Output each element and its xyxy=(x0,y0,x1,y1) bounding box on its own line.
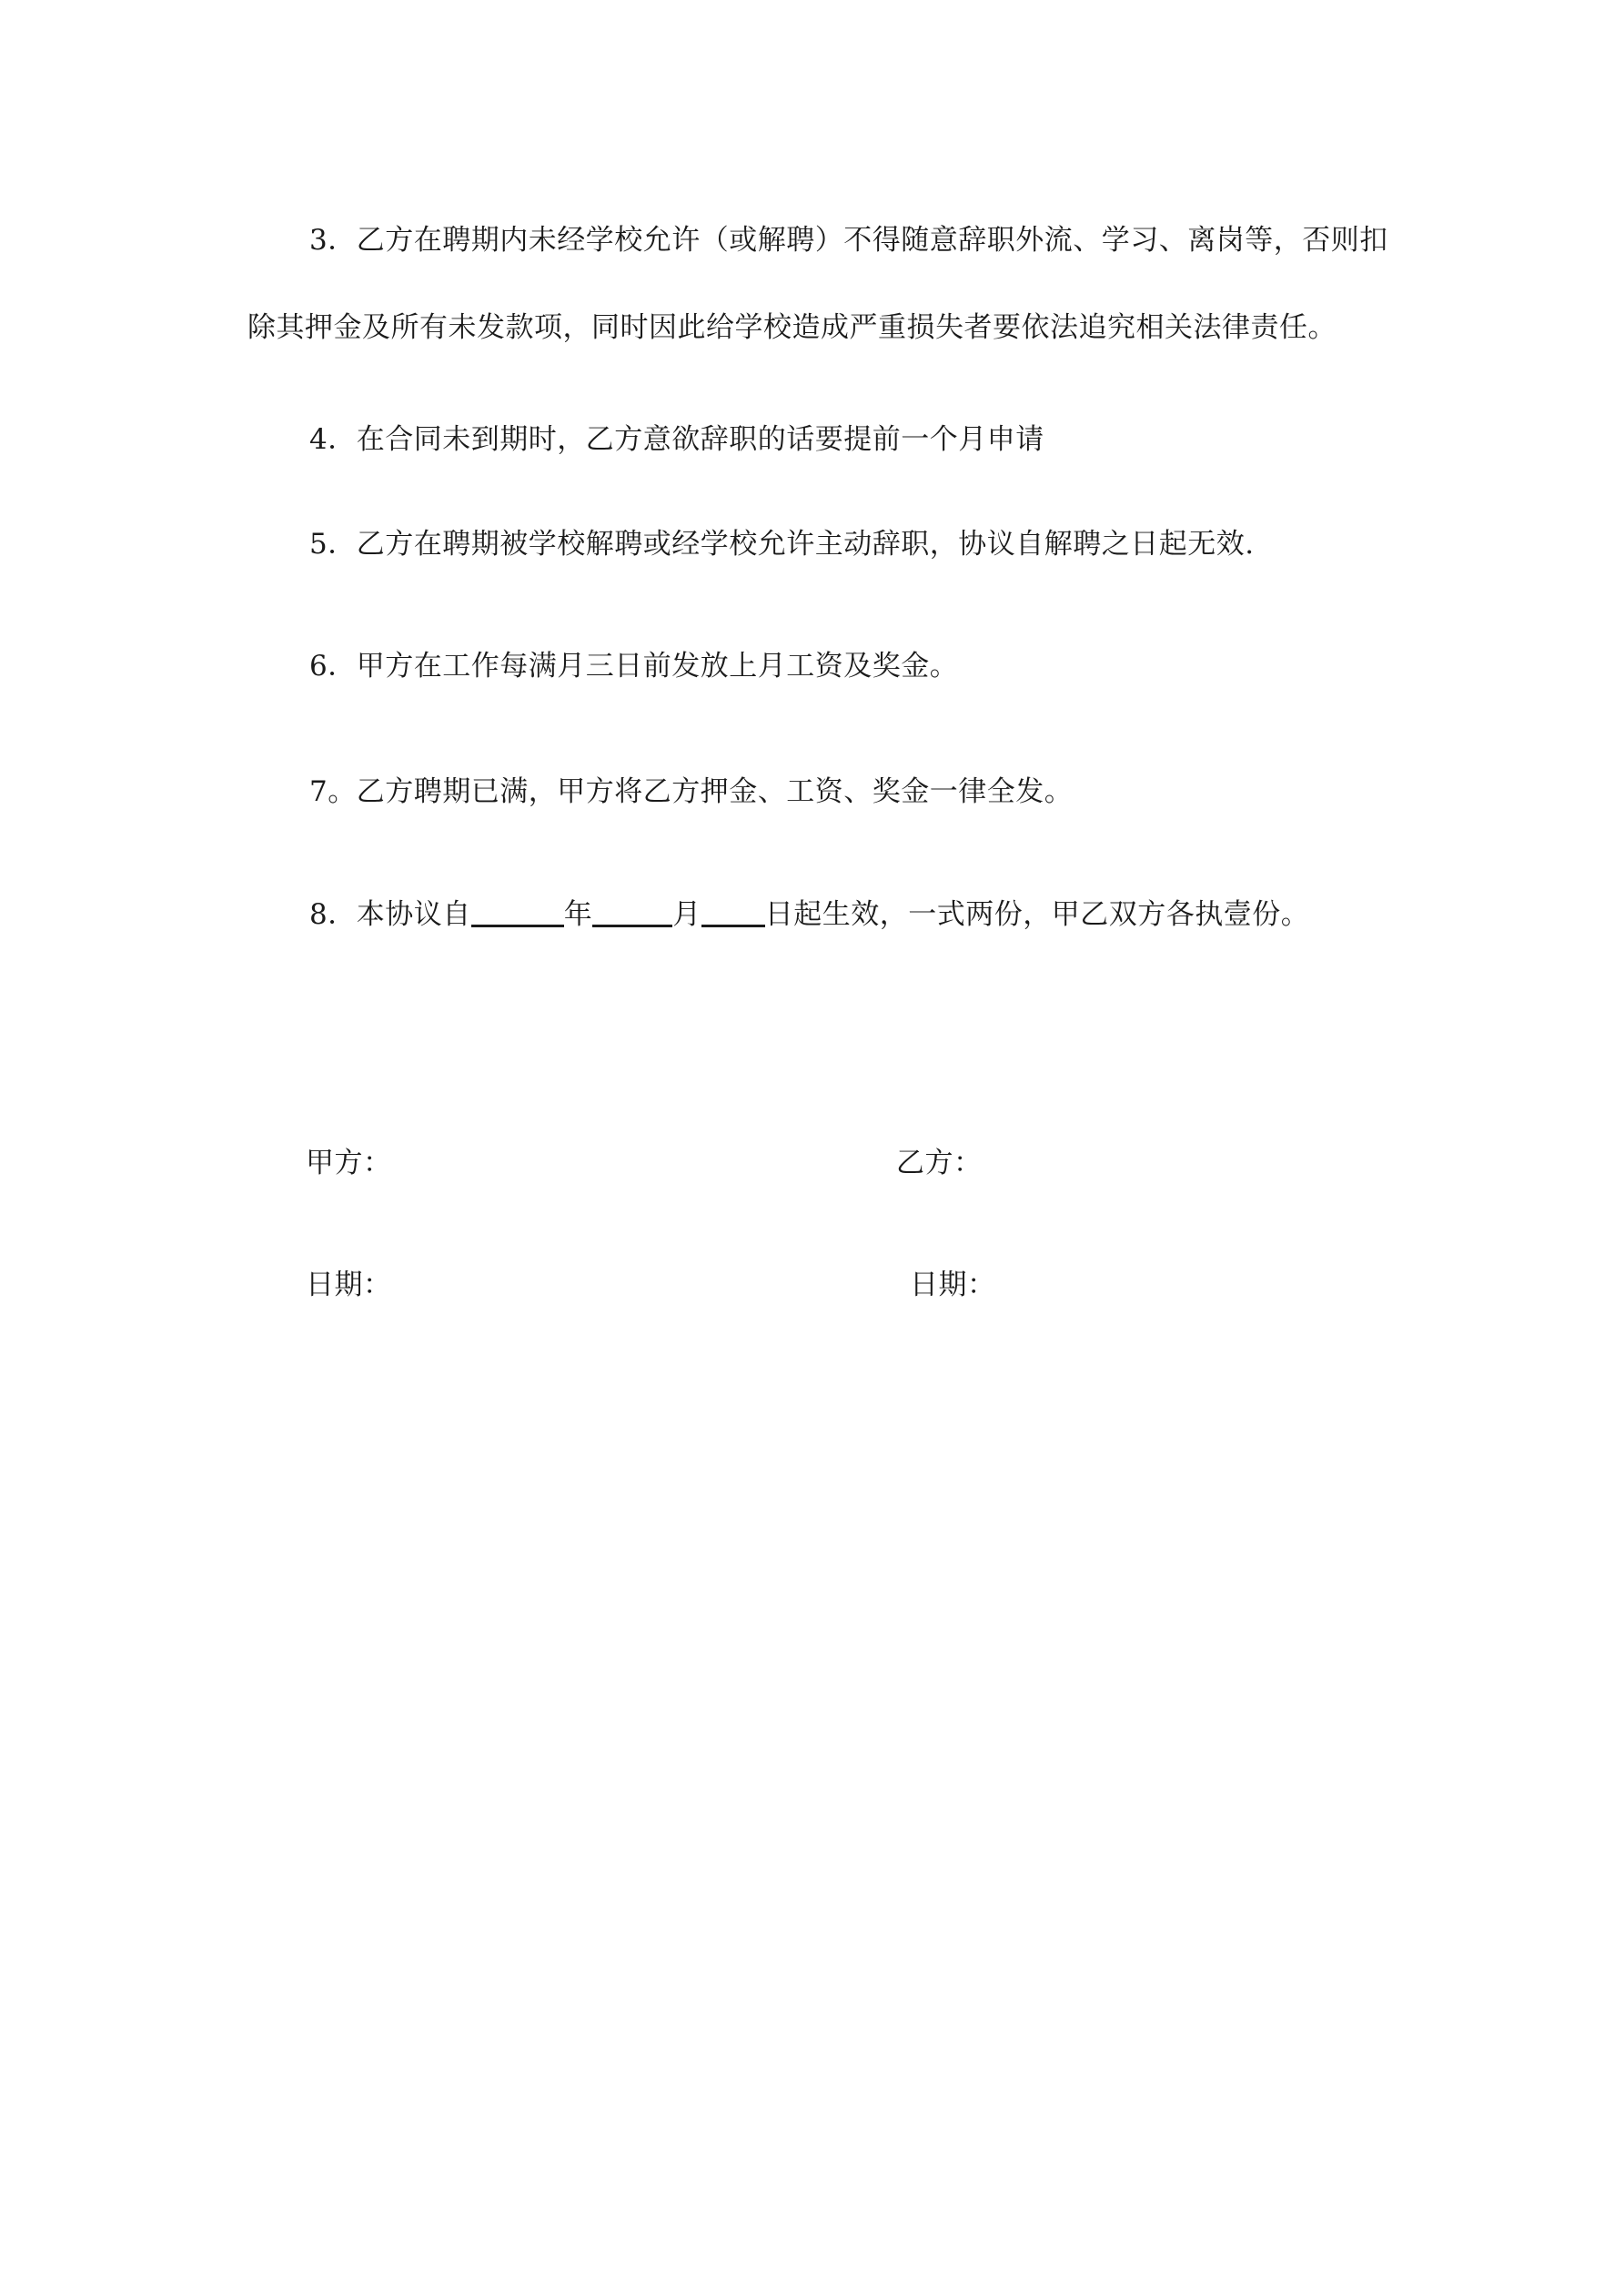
month-blank xyxy=(592,897,672,927)
clause-4: 4．在合同未到期时，乙方意欲辞职的话要提前一个月申请 xyxy=(309,423,1044,456)
clause-5: 5．乙方在聘期被学校解聘或经学校允许主动辞职，协议自解聘之日起无效. xyxy=(309,528,1255,561)
clause-6: 6．甲方在工作每满月三日前发放上月工资及奖金。 xyxy=(309,650,959,683)
date-b-label: 日期： xyxy=(910,1269,996,1301)
date-a-label: 日期： xyxy=(306,1269,392,1301)
clause-8-year: 年 xyxy=(563,898,593,931)
year-blank xyxy=(471,897,564,927)
party-a-label: 甲方： xyxy=(306,1147,392,1179)
clause-7: 7。乙方聘期已满，甲方将乙方押金、工资、奖金一律全发。 xyxy=(309,775,1074,808)
clause-8-suffix: 日起生效，一式两份，甲乙双方各执壹份。 xyxy=(764,898,1310,931)
party-b-label: 乙方： xyxy=(896,1147,983,1179)
clause-3-line-1: 3．乙方在聘期内未经学校允许（或解聘）不得随意辞职外流、学习、离岗等，否则扣 xyxy=(309,224,1388,257)
day-blank xyxy=(701,897,765,927)
clause-8 xyxy=(309,896,1309,933)
clause-8-prefix: 8．本协议自 xyxy=(309,898,471,931)
clause-3-line-2: 除其押金及所有未发款项，同时因此给学校造成严重损失者要依法追究相关法律责任。 xyxy=(247,311,1337,344)
clause-8-month: 月 xyxy=(672,898,701,931)
